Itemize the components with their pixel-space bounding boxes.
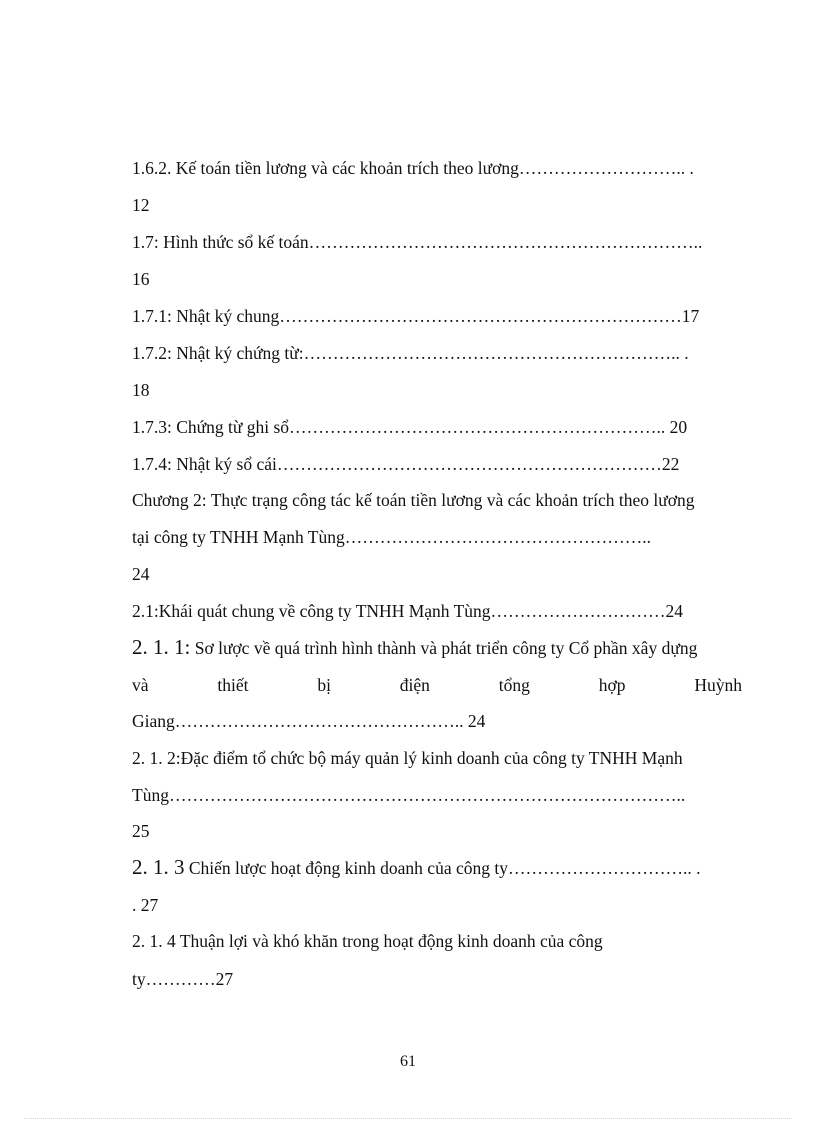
toc-page-ref: 16 xyxy=(132,269,150,289)
justified-word: Huỳnh xyxy=(694,675,742,695)
page-number: 61 xyxy=(400,1053,416,1070)
toc-entry-number: 2. 1. 2: xyxy=(132,748,181,768)
toc-page-ref: 18 xyxy=(132,380,150,400)
toc-entry-2-1-2-cont: Tùng…………………………………………………………………………….. xyxy=(132,785,686,805)
justified-word: và xyxy=(132,675,149,695)
justified-word: điện xyxy=(399,675,430,695)
toc-entry-text: Thuận lợi và khó khăn trong hoạt động kinh doanh của công xyxy=(179,931,603,951)
toc-entry-text: Chiến lược hoạt động kinh doanh của công ty………………………….. . xyxy=(188,858,701,878)
toc-entry-number: 2. 1. 4 xyxy=(132,931,176,951)
justified-word: bị xyxy=(317,675,331,695)
toc-entry-chapter-2: Chương 2: Thực trạng công tác kế toán tiền lương và các khoản trích theo lương xyxy=(132,490,695,510)
toc-entry-1-7: 1.7: Hình thức sổ kế toán………………………………………………………….. xyxy=(132,232,703,252)
justified-word: thiết xyxy=(217,675,249,695)
toc-page-ref: 12 xyxy=(132,195,150,215)
toc-entry-chapter-2-cont: tại công ty TNHH Mạnh Tùng…………………………………………….. xyxy=(132,527,651,547)
toc-entry-text: Sơ lược về quá trình hình thành và phát triển công ty Cổ phần xây dựng xyxy=(194,638,698,658)
toc-entry-1-6-2: 1.6.2. Kế toán tiền lương và các khoản trích theo lương……………………….. . xyxy=(132,158,694,178)
toc-entry-1-7-3: 1.7.3: Chứng từ ghi sổ……………………………………………………….. 20 xyxy=(132,417,688,437)
toc-entry-1-7-1: 1.7.1: Nhật ký chung……………………………………………………………17 xyxy=(132,306,700,326)
toc-page-ref: 25 xyxy=(132,821,150,841)
toc-page-ref: . 27 xyxy=(132,895,159,915)
justified-word: tổng xyxy=(498,675,530,695)
footer-divider xyxy=(24,1118,792,1119)
toc-entry-2-1-4-cont: ty…………27 xyxy=(132,969,234,989)
toc-entry-2-1-1 xyxy=(132,636,742,659)
toc-entry-2-1: 2.1:Khái quát chung về công ty TNHH Mạnh Tùng…………………………24 xyxy=(132,601,684,621)
toc-entry-2-1-1-end: Giang………………………………………….. 24 xyxy=(132,711,486,731)
toc-entry-1-7-4: 1.7.4: Nhật ký sổ cái…………………………………………………………22 xyxy=(132,454,680,474)
toc-entry-2-1-3 xyxy=(132,856,742,879)
toc-entry-number: 2. 1. 3 xyxy=(132,856,185,879)
toc-entry-2-1-2 xyxy=(132,747,742,769)
toc-entry-2-1-4 xyxy=(132,930,742,952)
toc-entry-2-1-1-cont xyxy=(132,674,742,696)
toc-entry-text: Đặc điểm tổ chức bộ máy quản lý kinh doanh của công ty TNHH Mạnh xyxy=(180,748,683,768)
toc-entry-number: 2. 1. 1: xyxy=(132,636,191,659)
toc-page-ref: 24 xyxy=(132,564,150,584)
justified-word: hợp xyxy=(598,675,626,695)
toc-entry-1-7-2: 1.7.2: Nhật ký chứng từ:……………………………………………………….. . xyxy=(132,343,689,363)
